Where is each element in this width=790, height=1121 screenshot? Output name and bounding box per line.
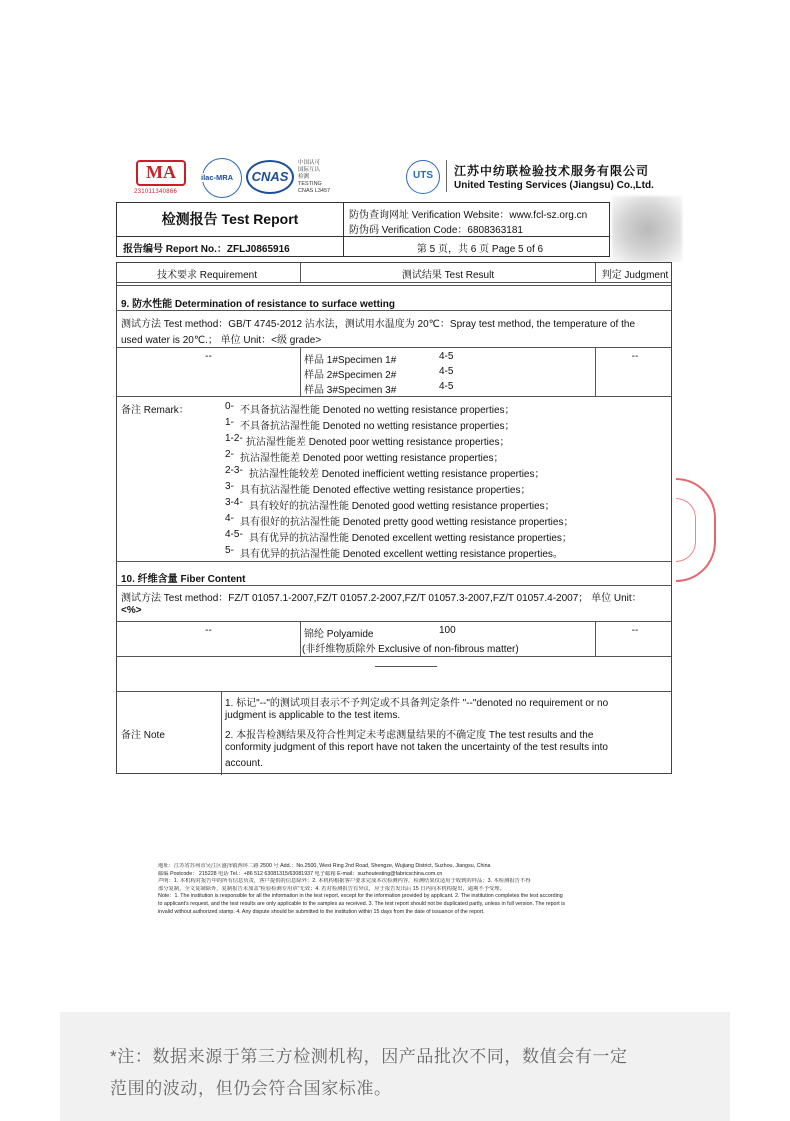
remark-text: 具有优异的抗沾湿性能 Denoted excellent wetting resistance properties； [249, 533, 572, 544]
footer-line: to applicant's request, and the test results are only applicable to the samples as received. 3. The test report should not be duplicated partly, unless in full version. The report is [158, 900, 566, 907]
cma-number: 231011340866 [134, 189, 178, 195]
specimen-1-label: 样品 1#Specimen 1# [304, 355, 397, 366]
footer-line: 声明：1. 本机构对报告中的所有信息负责，客户提供的信息除外；2. 本机构根据客户要求完成本次检测内容，检测结果仅适用于收到的样品；3. 本检测报告不得 [158, 878, 531, 885]
remark-text: 具有很好的抗沾湿性能 Denoted pretty good wetting resistance properties； [240, 517, 574, 528]
specimen-2-label: 样品 2#Specimen 2# [304, 370, 397, 381]
section-10-title: 10. 纤维含量 Fiber Content [121, 574, 246, 585]
page-info: 第 5 页，共 6 页 Page 5 of 6 [416, 244, 544, 255]
remark-grade: 1- [225, 417, 234, 428]
footer-line: 邮编 Postcode： 215228 电话 Tel.：+86 512 63081315/63081937 电子邮箱 E-mail：suzhoutesting@fabricschina.com.cn [158, 870, 443, 877]
section-9-method-line2: used water is 20℃.； 单位 Unit：<级 grade> [121, 335, 322, 346]
section-10-requirement: -- [205, 625, 212, 636]
fiber-value: 100 [439, 625, 456, 636]
note-line-5: account. [225, 758, 263, 769]
footer-line: Note：1. The institution is responsible for all the information in the test report, except for the information provided by applicant. 2. The institution completes the test according [158, 893, 563, 900]
logo-row [134, 156, 674, 202]
remark-text: 具有优异的抗沾湿性能 Denoted excellent wetting resistance properties。 [240, 549, 563, 560]
report-number: 报告编号 Report No.：ZFLJ0865916 [123, 244, 290, 255]
footer-line: 部分复制，全文复制除外，复制报告未加盖"检验检测专用章"无效；4. 若对检测报告有异议，应于报告发出后 15 日内向本机构提出，逾期不予受理。 [158, 885, 505, 892]
section-10-judgment: -- [631, 625, 639, 636]
blurred-qr-code [612, 196, 682, 262]
specimen-1-value: 4-5 [439, 351, 454, 362]
remark-grade: 2-3- [225, 465, 243, 476]
cnas-logo: CNAS [246, 160, 294, 194]
col-header-result: 测试结果 Test Result [401, 270, 495, 281]
cnas-caption: 中国认可 国际互认 检测 TESTING CNAS L3457 [298, 160, 331, 194]
uts-logo: UTS [406, 160, 440, 194]
note-line-1: 1. 标记"--"的测试项目表示不予判定或不具备判定条件 "--"denoted no requirement or no [225, 698, 609, 709]
col-header-judgment: 判定 Judgment [601, 270, 669, 281]
cma-logo [134, 160, 194, 198]
specimen-3-label: 样品 3#Specimen 3# [304, 385, 397, 396]
remark-grade: 3- [225, 481, 234, 492]
section-9-judgment: -- [631, 351, 639, 362]
remark-text: 抗沾湿性能较差 Denoted inefficient wetting resistance properties； [249, 469, 545, 480]
note-line-3: 2. 本报告检测结果及符合性判定未考虑测量结果的不确定度 The test results and the [225, 730, 594, 741]
note-line-2: judgment is applicable to the test items. [225, 710, 401, 721]
logo-divider [446, 160, 447, 192]
remark-grade: 4-5- [225, 529, 243, 540]
section-10-method-line1: 测试方法 Test method：FZ/T 01057.1-2007,FZ/T 01057.2-2007,FZ/T 01057.3-2007,FZ/T 01057.4-2007； 单位 Unit： [121, 593, 642, 604]
disclaimer-box [60, 1012, 730, 1121]
disclaimer-line-1: *注：数据来源于第三方检测机构，因产品批次不同，数值会有一定 [110, 1047, 628, 1066]
company-name-en: United Testing Services (Jiangsu) Co.,Ltd. [454, 180, 654, 191]
report-header-box [116, 202, 610, 257]
footer-line: 地址：江苏省苏州市吴江区盛泽镇西环二路 2500 号 Add.：No.2500, West Ring 2nd Road, Shengze, Wujiang District, Suzhou, Jiangsu, China [158, 863, 491, 869]
remark-text: 具有抗沾湿性能 Denoted effective wetting resistance properties； [240, 485, 531, 496]
verification-code: 防伪码 Verification Code：6808363181 [349, 225, 523, 236]
specimen-2-value: 4-5 [439, 366, 454, 377]
seal-stamp-inner [676, 498, 696, 562]
results-table [116, 262, 672, 774]
remark-text: 不具备抗沾湿性能 Denoted no wetting resistance properties； [240, 421, 515, 432]
remark-text: 具有较好的抗沾湿性能 Denoted good wetting resistance properties； [249, 501, 555, 512]
ilac-logo-text: ilac-MRA [201, 173, 234, 182]
section-10-method-line2: <%> [121, 605, 142, 616]
remark-text: 抗沾湿性能差 Denoted poor wetting resistance properties； [246, 437, 510, 448]
report-title: 检测报告 Test Report [161, 211, 299, 227]
fiber-label: 锦纶 Polyamide [304, 629, 374, 640]
section-9-method-line1: 测试方法 Test method：GB/T 4745-2012 沾水法，测试用水温度为 20℃：Spray test method, the temperature of the [121, 319, 636, 330]
cma-mark: MA [136, 160, 186, 186]
remark-text: 不具备抗沾湿性能 Denoted no wetting resistance properties； [240, 405, 515, 416]
fiber-note: (非纤维物质除外 Exclusive of non-fibrous matter) [302, 644, 519, 655]
remark-grade: 1-2- [225, 433, 243, 444]
section-9-title: 9. 防水性能 Determination of resistance to surface wetting [121, 299, 395, 310]
end-separator [375, 666, 437, 667]
note-label: 备注 Note [121, 730, 165, 741]
remark-grade: 4- [225, 513, 234, 524]
remark-text: 抗沾湿性能差 Denoted poor wetting resistance properties； [240, 453, 504, 464]
remark-grade: 0- [225, 401, 234, 412]
col-header-requirement: 技术要求 Requirement [156, 270, 258, 281]
remark-label: 备注 Remark： [121, 405, 189, 416]
report-footer [158, 863, 638, 916]
company-name-cn: 江苏中纺联检验技术服务有限公司 [454, 164, 650, 178]
verification-website: 防伪查询网址 Verification Website：www.fcl-sz.org.cn [349, 210, 588, 221]
footer-line: invalid without authorized stamp. 4. Any dispute should be submitted to the institution within 15 days from the date of issuance of the report. [158, 908, 485, 915]
remark-grade: 3-4- [225, 497, 243, 508]
remark-grade: 2- [225, 449, 234, 460]
remark-grade: 5- [225, 545, 234, 556]
specimen-3-value: 4-5 [439, 381, 454, 392]
note-line-4: conformity judgment of this report have not taken the uncertainty of the test results into [225, 742, 608, 753]
disclaimer-line-2: 范围的波动，但仍会符合国家标准。 [110, 1079, 392, 1098]
section-9-requirement: -- [205, 351, 212, 362]
